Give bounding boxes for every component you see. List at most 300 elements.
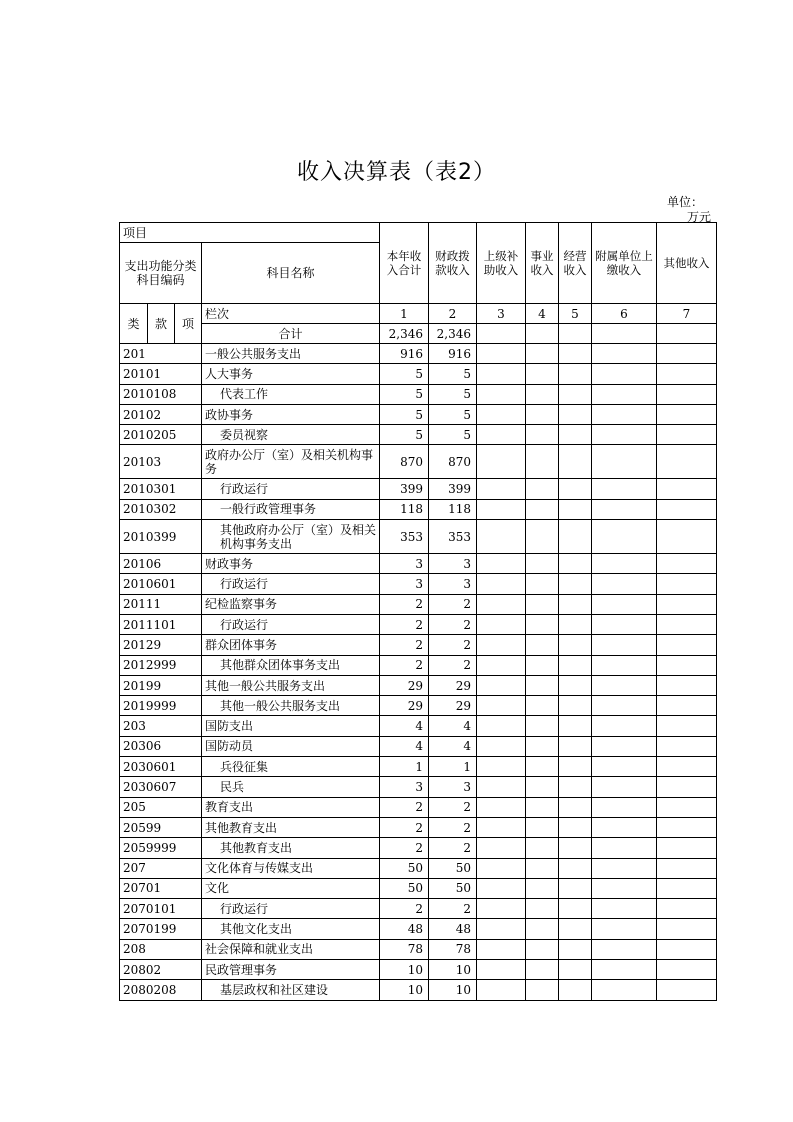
row-v1: 2 (380, 655, 429, 675)
row-empty-cell (526, 777, 559, 797)
row-empty-cell (592, 960, 657, 980)
row-v1: 2 (380, 899, 429, 919)
row-empty-cell (657, 675, 717, 695)
row-v1: 29 (380, 675, 429, 695)
row-name: 其他一般公共服务支出 (202, 696, 380, 716)
row-v1: 48 (380, 919, 429, 939)
row-empty-cell (592, 554, 657, 574)
row-empty-cell (477, 899, 526, 919)
row-v2: 3 (429, 574, 477, 594)
row-v1: 2 (380, 817, 429, 837)
row-v2: 50 (429, 878, 477, 898)
table-row (120, 635, 717, 655)
row-empty-cell (477, 445, 526, 479)
row-v2: 29 (429, 675, 477, 695)
row-empty-cell (657, 939, 717, 959)
row-empty-cell (657, 614, 717, 634)
row-code: 2010301 (120, 479, 202, 499)
row-empty-cell (526, 554, 559, 574)
row-empty-cell (526, 520, 559, 554)
row-code: 20103 (120, 445, 202, 479)
row-v2: 10 (429, 980, 477, 1000)
row-code: 2030607 (120, 777, 202, 797)
row-empty-cell (657, 655, 717, 675)
row-v2: 5 (429, 364, 477, 384)
row-empty-cell (592, 594, 657, 614)
row-empty-cell (657, 960, 717, 980)
row-empty-cell (477, 817, 526, 837)
row-v2: 1 (429, 757, 477, 777)
table-row (120, 736, 717, 756)
row-code: 2080208 (120, 980, 202, 1000)
row-code: 2070101 (120, 899, 202, 919)
row-code: 20802 (120, 960, 202, 980)
row-empty-cell (477, 797, 526, 817)
row-empty-cell (477, 520, 526, 554)
row-empty-cell (592, 499, 657, 519)
row-v1: 5 (380, 404, 429, 424)
table-row (120, 858, 717, 878)
row-empty-cell (592, 980, 657, 1000)
table-row (120, 716, 717, 736)
row-v1: 916 (380, 344, 429, 364)
row-empty-cell (477, 777, 526, 797)
row-v1: 2 (380, 614, 429, 634)
row-name: 政府办公厅（室）及相关机构事务 (202, 445, 380, 479)
header-lei: 类 (120, 304, 148, 344)
row-empty-cell (592, 757, 657, 777)
row-empty-cell (657, 817, 717, 837)
row-v2: 2 (429, 655, 477, 675)
row-empty-cell (526, 838, 559, 858)
row-empty-cell (526, 635, 559, 655)
table-row (120, 425, 717, 445)
row-name: 行政运行 (202, 479, 380, 499)
table-row (120, 817, 717, 837)
table-row (120, 919, 717, 939)
row-empty-cell (477, 425, 526, 445)
row-code: 2011101 (120, 614, 202, 634)
row-empty-cell (559, 980, 592, 1000)
row-v1: 4 (380, 736, 429, 756)
col-num-6: 6 (592, 304, 657, 324)
row-v2: 4 (429, 736, 477, 756)
row-empty-cell (526, 364, 559, 384)
row-name: 其他教育支出 (202, 838, 380, 858)
row-v1: 353 (380, 520, 429, 554)
total-v1: 2,346 (380, 324, 429, 344)
col-num-2: 2 (429, 304, 477, 324)
row-empty-cell (526, 960, 559, 980)
row-empty-cell (526, 716, 559, 736)
row-empty-cell (592, 479, 657, 499)
row-v2: 353 (429, 520, 477, 554)
row-empty-cell (477, 479, 526, 499)
table-row (120, 899, 717, 919)
row-empty-cell (657, 384, 717, 404)
header-col-fiscal: 财政拨款收入 (429, 223, 477, 304)
row-empty-cell (477, 919, 526, 939)
row-empty-cell (526, 696, 559, 716)
row-empty-cell (559, 696, 592, 716)
table-row (120, 614, 717, 634)
table-row (120, 520, 717, 554)
row-empty-cell (592, 838, 657, 858)
table-row (120, 980, 717, 1000)
row-empty-cell (526, 858, 559, 878)
row-empty-cell (559, 655, 592, 675)
row-name: 社会保障和就业支出 (202, 939, 380, 959)
row-v2: 2 (429, 838, 477, 858)
row-empty-cell (477, 635, 526, 655)
table-row (120, 655, 717, 675)
header-kuan: 款 (148, 304, 175, 344)
row-empty-cell (559, 404, 592, 424)
row-v2: 118 (429, 499, 477, 519)
row-empty-cell (477, 960, 526, 980)
row-name: 其他文化支出 (202, 919, 380, 939)
row-code: 20102 (120, 404, 202, 424)
table-row (120, 675, 717, 695)
row-empty-cell (526, 594, 559, 614)
row-empty-cell (657, 878, 717, 898)
row-empty-cell (526, 878, 559, 898)
row-v1: 118 (380, 499, 429, 519)
header-lanci: 栏次 (202, 304, 380, 324)
row-name: 行政运行 (202, 614, 380, 634)
row-empty-cell (477, 696, 526, 716)
row-v2: 5 (429, 384, 477, 404)
row-v1: 3 (380, 777, 429, 797)
row-empty-cell (592, 878, 657, 898)
row-v2: 2 (429, 594, 477, 614)
row-code: 203 (120, 716, 202, 736)
row-v2: 2 (429, 817, 477, 837)
row-code: 2019999 (120, 696, 202, 716)
row-v1: 50 (380, 858, 429, 878)
row-empty-cell (657, 344, 717, 364)
table-row (120, 777, 717, 797)
row-name: 民兵 (202, 777, 380, 797)
row-v1: 5 (380, 364, 429, 384)
col-num-1: 1 (380, 304, 429, 324)
table-row (120, 384, 717, 404)
table-row (120, 344, 717, 364)
row-v1: 5 (380, 425, 429, 445)
header-col-operating: 经营收入 (559, 223, 592, 304)
row-name: 一般行政管理事务 (202, 499, 380, 519)
row-name: 人大事务 (202, 364, 380, 384)
row-v1: 2 (380, 838, 429, 858)
header-col-total: 本年收入合计 (380, 223, 429, 304)
row-empty-cell (657, 594, 717, 614)
row-v1: 3 (380, 554, 429, 574)
row-empty-cell (559, 499, 592, 519)
row-v2: 2 (429, 614, 477, 634)
row-v1: 2 (380, 635, 429, 655)
row-empty-cell (559, 384, 592, 404)
row-name: 代表工作 (202, 384, 380, 404)
row-empty-cell (477, 384, 526, 404)
row-empty-cell (559, 716, 592, 736)
table-row (120, 404, 717, 424)
row-v1: 10 (380, 980, 429, 1000)
row-empty-cell (657, 838, 717, 858)
row-v2: 10 (429, 960, 477, 980)
row-v2: 48 (429, 919, 477, 939)
row-empty-cell (477, 594, 526, 614)
row-empty-cell (592, 919, 657, 939)
row-code: 2010302 (120, 499, 202, 519)
row-empty-cell (526, 736, 559, 756)
table-row (120, 499, 717, 519)
row-code: 2070199 (120, 919, 202, 939)
row-empty-cell (657, 364, 717, 384)
row-empty-cell (477, 574, 526, 594)
row-name: 基层政权和社区建设 (202, 980, 380, 1000)
table-row (120, 479, 717, 499)
row-code: 20101 (120, 364, 202, 384)
row-empty-cell (559, 594, 592, 614)
row-empty-cell (477, 939, 526, 959)
row-empty-cell (657, 574, 717, 594)
row-code: 201 (120, 344, 202, 364)
header-col-other: 其他收入 (657, 223, 717, 304)
table-row (120, 960, 717, 980)
row-code: 20111 (120, 594, 202, 614)
row-empty-cell (559, 919, 592, 939)
row-empty-cell (477, 716, 526, 736)
row-code: 205 (120, 797, 202, 817)
row-empty-cell (657, 425, 717, 445)
row-empty-cell (657, 858, 717, 878)
row-empty-cell (477, 554, 526, 574)
header-col-superior: 上级补助收入 (477, 223, 526, 304)
row-empty-cell (592, 777, 657, 797)
col-num-3: 3 (477, 304, 526, 324)
income-table (119, 222, 717, 1001)
row-name: 行政运行 (202, 574, 380, 594)
row-empty-cell (657, 777, 717, 797)
row-v1: 29 (380, 696, 429, 716)
row-empty-cell (477, 675, 526, 695)
row-v2: 2 (429, 899, 477, 919)
row-empty-cell (657, 445, 717, 479)
row-v2: 78 (429, 939, 477, 959)
row-empty-cell (526, 445, 559, 479)
row-empty-cell (559, 899, 592, 919)
row-empty-cell (592, 364, 657, 384)
row-v2: 4 (429, 716, 477, 736)
row-empty-cell (526, 614, 559, 634)
row-empty-cell (559, 757, 592, 777)
page-title: 收入决算表（表2） (297, 160, 496, 185)
row-empty-cell (657, 554, 717, 574)
row-empty-cell (657, 899, 717, 919)
row-v2: 3 (429, 777, 477, 797)
table-row (120, 939, 717, 959)
row-code: 2010601 (120, 574, 202, 594)
row-code: 20199 (120, 675, 202, 695)
row-name: 其他一般公共服务支出 (202, 675, 380, 695)
row-empty-cell (559, 574, 592, 594)
total-label: 合计 (202, 324, 380, 344)
row-code: 208 (120, 939, 202, 959)
row-name: 文化体育与传媒支出 (202, 858, 380, 878)
row-name: 其他教育支出 (202, 817, 380, 837)
table-row (120, 594, 717, 614)
row-empty-cell (592, 899, 657, 919)
row-empty-cell (657, 479, 717, 499)
table-row (120, 757, 717, 777)
row-code: 2030601 (120, 757, 202, 777)
row-v2: 399 (429, 479, 477, 499)
row-empty-cell (477, 858, 526, 878)
row-empty-cell (592, 445, 657, 479)
row-code: 2012999 (120, 655, 202, 675)
row-empty-cell (657, 716, 717, 736)
row-empty-cell (526, 384, 559, 404)
row-empty-cell (559, 554, 592, 574)
row-name: 民政管理事务 (202, 960, 380, 980)
row-name: 兵役征集 (202, 757, 380, 777)
row-empty-cell (477, 499, 526, 519)
row-empty-cell (559, 425, 592, 445)
row-empty-cell (559, 939, 592, 959)
col-num-4: 4 (526, 304, 559, 324)
row-empty-cell (559, 520, 592, 554)
row-v1: 2 (380, 797, 429, 817)
row-empty-cell (657, 635, 717, 655)
row-empty-cell (559, 817, 592, 837)
row-v2: 5 (429, 404, 477, 424)
row-name: 其他群众团体事务支出 (202, 655, 380, 675)
row-empty-cell (559, 635, 592, 655)
row-empty-cell (559, 344, 592, 364)
row-name: 教育支出 (202, 797, 380, 817)
row-empty-cell (657, 520, 717, 554)
row-code: 2010399 (120, 520, 202, 554)
row-empty-cell (657, 696, 717, 716)
row-code: 20129 (120, 635, 202, 655)
row-empty-cell (477, 878, 526, 898)
row-v1: 2 (380, 594, 429, 614)
row-empty-cell (477, 364, 526, 384)
row-empty-cell (592, 344, 657, 364)
row-name: 行政运行 (202, 899, 380, 919)
row-empty-cell (559, 614, 592, 634)
row-empty-cell (526, 919, 559, 939)
row-empty-cell (592, 574, 657, 594)
row-empty-cell (657, 919, 717, 939)
unit-label: 单位： (666, 195, 703, 209)
row-v2: 29 (429, 696, 477, 716)
row-empty-cell (592, 635, 657, 655)
row-name: 国防动员 (202, 736, 380, 756)
row-empty-cell (477, 344, 526, 364)
row-empty-cell (526, 675, 559, 695)
row-code: 20599 (120, 817, 202, 837)
row-empty-cell (592, 614, 657, 634)
row-v2: 50 (429, 858, 477, 878)
row-empty-cell (657, 404, 717, 424)
table-row (120, 445, 717, 479)
row-v1: 1 (380, 757, 429, 777)
row-empty-cell (592, 817, 657, 837)
row-empty-cell (559, 960, 592, 980)
row-empty-cell (559, 838, 592, 858)
row-empty-cell (559, 858, 592, 878)
row-empty-cell (477, 980, 526, 1000)
row-empty-cell (559, 675, 592, 695)
unit-value: 万元 (686, 210, 711, 224)
row-empty-cell (592, 797, 657, 817)
row-v1: 870 (380, 445, 429, 479)
row-code: 207 (120, 858, 202, 878)
row-empty-cell (592, 736, 657, 756)
row-empty-cell (592, 675, 657, 695)
header-col-business: 事业收入 (526, 223, 559, 304)
header-project: 项目 (120, 223, 380, 243)
total-v2: 2,346 (429, 324, 477, 344)
row-name: 文化 (202, 878, 380, 898)
row-v2: 916 (429, 344, 477, 364)
row-empty-cell (559, 777, 592, 797)
row-code: 2059999 (120, 838, 202, 858)
row-empty-cell (592, 384, 657, 404)
row-empty-cell (526, 817, 559, 837)
row-code: 2010205 (120, 425, 202, 445)
row-empty-cell (477, 655, 526, 675)
row-code: 2010108 (120, 384, 202, 404)
header-name-label: 科目名称 (202, 243, 380, 304)
row-v2: 2 (429, 635, 477, 655)
row-empty-cell (526, 899, 559, 919)
row-v1: 78 (380, 939, 429, 959)
table-row (120, 364, 717, 384)
row-empty-cell (592, 716, 657, 736)
row-empty-cell (559, 364, 592, 384)
row-empty-cell (592, 858, 657, 878)
row-code: 20106 (120, 554, 202, 574)
row-empty-cell (657, 736, 717, 756)
row-empty-cell (592, 520, 657, 554)
table-row (120, 797, 717, 817)
row-v1: 5 (380, 384, 429, 404)
row-empty-cell (592, 696, 657, 716)
row-empty-cell (526, 655, 559, 675)
row-empty-cell (526, 939, 559, 959)
table-row (120, 554, 717, 574)
row-empty-cell (477, 757, 526, 777)
row-v1: 4 (380, 716, 429, 736)
col-num-5: 5 (559, 304, 592, 324)
row-empty-cell (526, 404, 559, 424)
header-code-label: 支出功能分类科目编码 (120, 243, 202, 304)
row-empty-cell (592, 939, 657, 959)
row-v1: 3 (380, 574, 429, 594)
row-empty-cell (559, 445, 592, 479)
row-empty-cell (592, 655, 657, 675)
row-empty-cell (526, 499, 559, 519)
col-num-7: 7 (657, 304, 717, 324)
row-code: 20701 (120, 878, 202, 898)
row-v2: 870 (429, 445, 477, 479)
row-name: 国防支出 (202, 716, 380, 736)
row-empty-cell (592, 404, 657, 424)
row-empty-cell (526, 479, 559, 499)
header-xiang: 项 (175, 304, 202, 344)
